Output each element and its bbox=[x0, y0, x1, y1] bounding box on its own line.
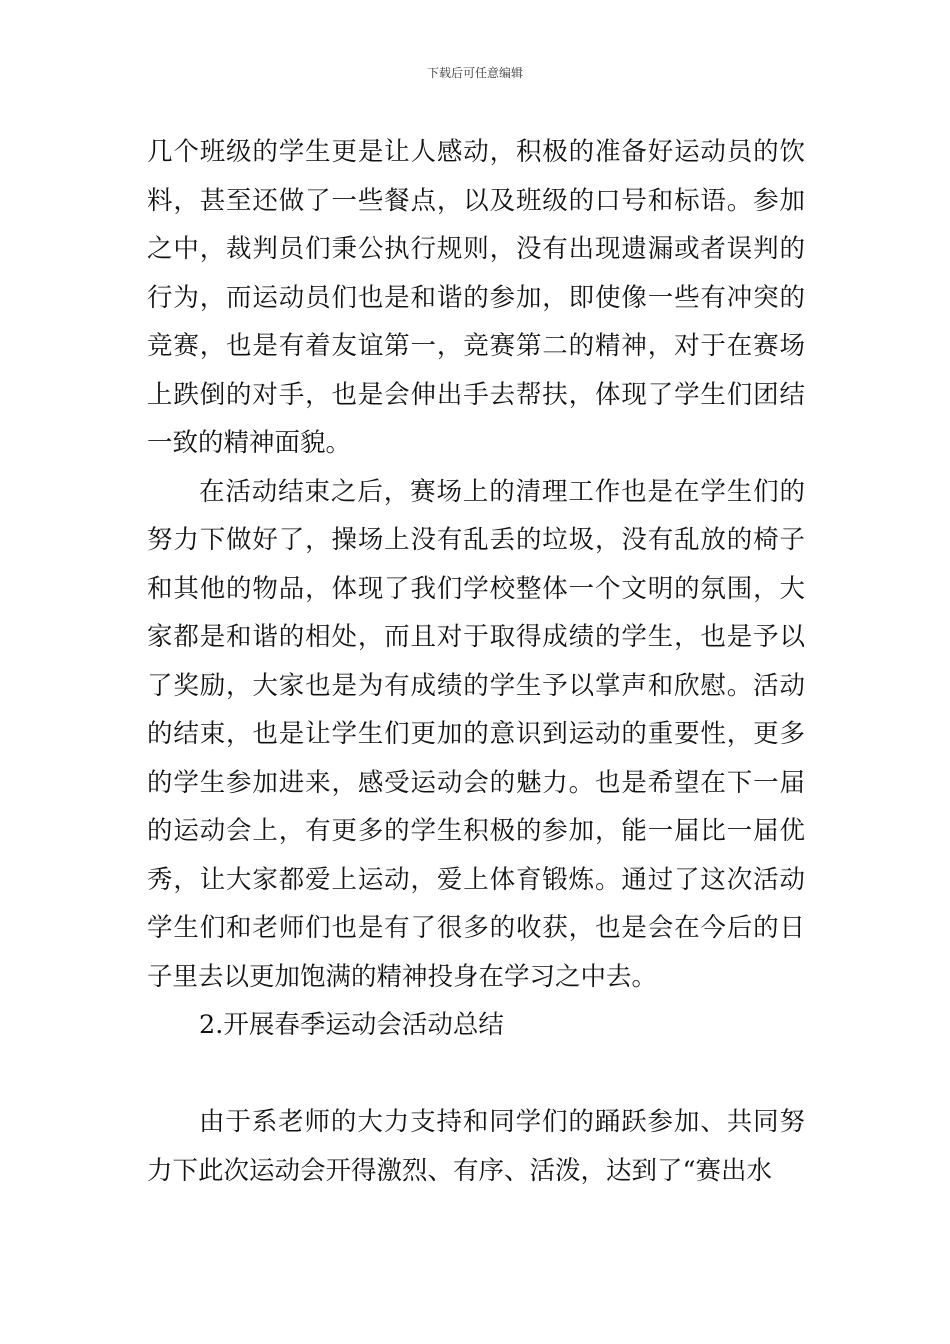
paragraph-continuation: 几个班级的学生更是让人感动，积极的准备好运动员的饮料，甚至还做了一些餐点，以及班级的口号和标语。参加之中，裁判员们秉公执行规则，没有出现遗漏或者误判的行为，而运动员们也是和谐的参加，即使像一些有冲突的竞赛，也是有着友谊第一，竞赛第二的精神，对于在赛场上跌倒的对手，也是会伸出手去帮扶，体现了学生们团结一致的精神面貌。 bbox=[147, 137, 805, 458]
section-heading: 2.开展春季运动会活动总结 bbox=[199, 1010, 504, 1040]
page-header: 下载后可任意编辑 bbox=[426, 66, 523, 80]
document-body bbox=[147, 128, 805, 1195]
blank-line bbox=[147, 1050, 805, 1099]
paragraph-spring-meet: 由于系老师的大力支持和同学们的踊跃参加、共同努力下此次运动会开得激烈、有序、活泼，达到了“赛出水 bbox=[147, 1107, 805, 1186]
paragraph-activity-end: 在活动结束之后，赛场上的清理工作也是在学生们的努力下做好了，操场上没有乱丢的垃圾，没有乱放的椅子和其他的物品，体现了我们学校整体一个文明的氛围，大家都是和谐的相处，而且对于取得成绩的学生，也是予以了奖励，大家也是为有成绩的学生予以掌声和欣慰。活动的结束，也是让学生们更加的意识到运动的重要性，更多的学生参加进来，感受运动会的魅力。也是希望在下一届的运动会上，有更多的学生积极的参加，能一届比一届优秀，让大家都爱上运动，爱上体育锻炼。通过了这次活动学生们和老师们也是有了很多的收获，也是会在今后的日子里去以更加饱满的精神投身在学习之中去。 bbox=[147, 476, 805, 992]
